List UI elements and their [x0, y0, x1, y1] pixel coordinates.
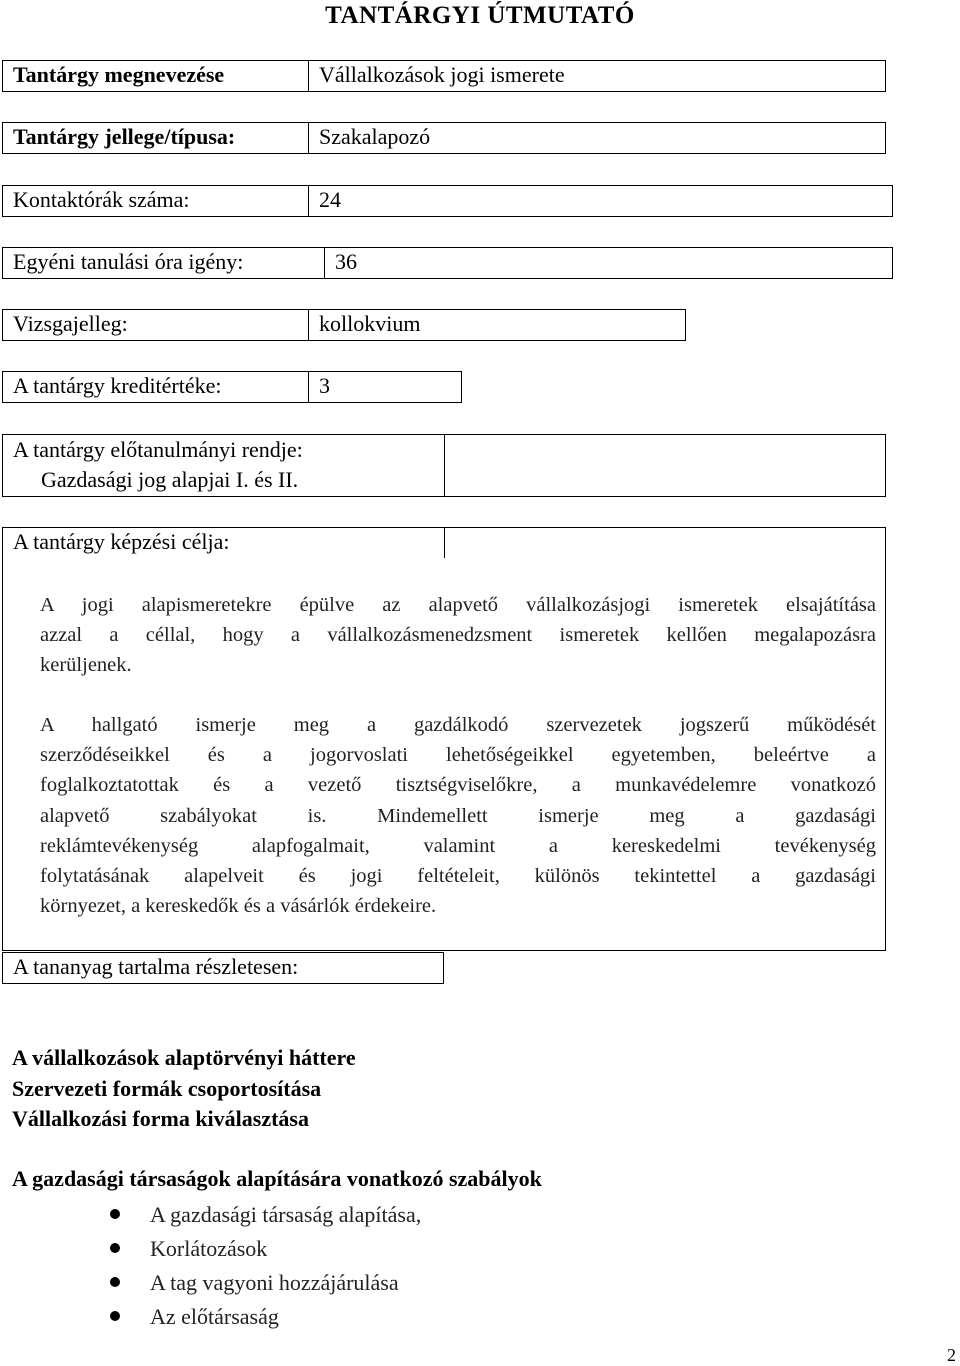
section-heading-4: A gazdasági társaságok alapítására vonatkozó szabályok	[12, 1166, 542, 1191]
field-exam-type-label: Vizsgajelleg:	[3, 310, 309, 340]
goal-paragraph-1	[40, 590, 876, 681]
goal-line: foglalkoztatottak és a vezető tisztségviselőkre, a munkavédelemre vonatkozó	[40, 774, 876, 797]
field-goal	[2, 527, 886, 559]
list-item: Korlátozások	[110, 1232, 421, 1266]
field-subject-name	[2, 60, 886, 92]
page-title: TANTÁRGYI ÚTMUTATÓ	[325, 2, 635, 29]
field-goal-label: A tantárgy képzési célja:	[3, 528, 445, 559]
field-credit-value: 3	[319, 373, 330, 398]
goal-paragraph-2	[40, 710, 876, 921]
content-heading: A tananyag tartalma részletesen:	[13, 954, 299, 979]
field-subject-type-value: Szakalapozó	[319, 124, 431, 149]
page-number: 2	[947, 1345, 956, 1365]
list-item: Az előtársaság	[110, 1300, 421, 1334]
field-subject-type-label: Tantárgy jellege/típusa:	[3, 123, 309, 153]
field-prerequisite-box	[3, 435, 445, 496]
section-heading-3: Vállalkozási forma kiválasztása	[12, 1106, 309, 1131]
bullet-list	[110, 1198, 421, 1334]
field-exam-type	[2, 309, 686, 341]
field-subject-name-label: Tantárgy megnevezése	[3, 61, 309, 91]
field-exam-type-value: kollokvium	[319, 311, 421, 336]
goal-line: folytatásának alapelveit és jogi feltételeit, különös tekintettel a gazdasági	[40, 865, 876, 888]
goal-line: reklámtevékenység alapfogalmait, valamint a kereskedelmi tevékenység	[40, 834, 876, 857]
field-prerequisite-value: Gazdasági jog alapjai I. és II.	[41, 467, 299, 492]
section-heading-1: A vállalkozások alaptörvényi háttere	[12, 1045, 356, 1070]
goal-line: alapvető szabályokat is. Mindemellett ismerje meg a gazdasági	[40, 804, 876, 827]
field-contact-hours-label: Kontaktórák száma:	[3, 186, 309, 216]
list-item: A tag vagyoni hozzájárulása	[110, 1266, 421, 1300]
field-contact-hours	[2, 185, 893, 217]
goal-line: szerződéseikkel és a jogorvoslati lehetőségeikkel egyetemben, beleértve a	[40, 744, 876, 767]
section-heading-2: Szervezeti formák csoportosítása	[12, 1075, 322, 1101]
goal-line: környezet, a kereskedők és a vásárlók érdekeire.	[40, 895, 437, 918]
goal-line: A jogi alapismeretekre épülve az alapvető vállalkozásjogi ismeretek elsajátítása	[40, 594, 876, 616]
field-individual-hours	[2, 247, 893, 279]
field-credit-label: A tantárgy kreditértéke:	[3, 372, 309, 402]
goal-line: A hallgató ismerje meg a gazdálkodó szervezetek jogszerű működését	[40, 714, 876, 736]
field-subject-name-value: Vállalkozások jogi ismerete	[319, 62, 565, 87]
field-prerequisite-label: A tantárgy előtanulmányi rendje:	[13, 437, 303, 462]
field-prerequisite	[2, 434, 886, 497]
content-heading-box	[2, 952, 444, 984]
field-contact-hours-value: 24	[319, 187, 341, 212]
goal-line: kerüljenek.	[40, 654, 132, 677]
goal-line: azzal a céllal, hogy a vállalkozásmenedzsment ismeretek kellően megalapozásra	[40, 624, 876, 647]
field-credit	[2, 371, 462, 403]
field-individual-hours-label: Egyéni tanulási óra igény:	[3, 248, 325, 278]
list-item: A gazdasági társaság alapítása,	[110, 1198, 421, 1232]
field-individual-hours-value: 36	[335, 249, 357, 274]
field-subject-type	[2, 122, 886, 154]
